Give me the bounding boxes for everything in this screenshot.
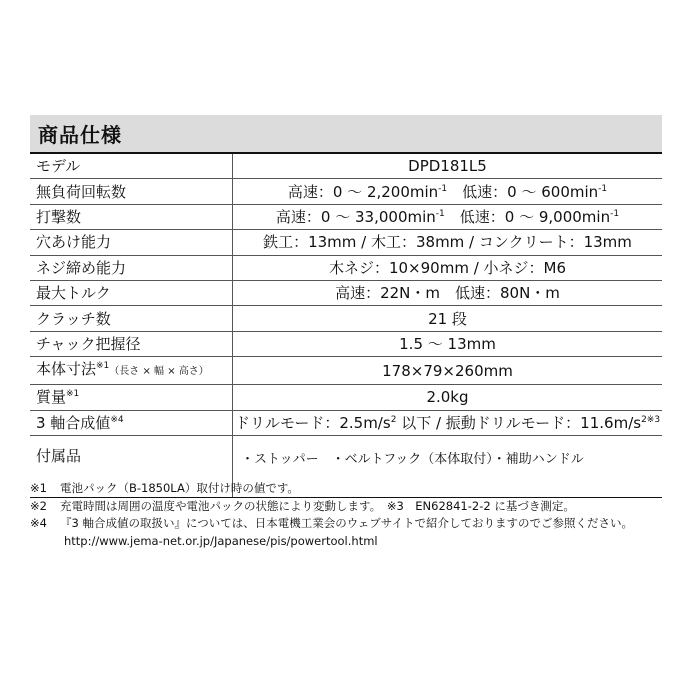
spec-label: モデル	[30, 154, 233, 179]
spec-title-bar	[30, 115, 662, 154]
spec-row-clutch	[30, 306, 662, 331]
footnote: ※4 『3 軸合成値の取扱い』については、日本電機工業会のウェブサイトで紹介しておりますのでご参照ください。	[30, 516, 633, 530]
spec-value: 高速：0 ～ $33,000\min^{-1}$ 低速：0 ～ $9,000\min^{-1}$	[233, 204, 663, 229]
spec-label: 穴あけ能力	[30, 230, 233, 255]
spec-row-dimensions	[30, 357, 662, 385]
spec-value: 高速：22N・m 低速：80N・m	[233, 280, 663, 305]
spec-value: 21 段	[233, 306, 663, 331]
spec-label: 無負荷回転数	[30, 179, 233, 204]
spec-row-drilling-capacity	[30, 230, 662, 255]
spec-label: ネジ締め能力	[30, 255, 233, 280]
footnotes	[30, 480, 670, 550]
spec-row-max-torque	[30, 280, 662, 305]
spec-value: ドリルモード：$2.5m/s^2$ 以下 / 振動ドリルモード：$11.6m/s^{2※3}$	[233, 410, 663, 435]
footnote: ※2 充電時間は周囲の温度や電池パックの状態により変動します。 ※3 EN62841-2-2 に基づき測定。	[30, 498, 575, 513]
spec-value: 2.0kg	[233, 385, 663, 410]
spec-table	[30, 154, 662, 498]
spec-row-screw-capacity	[30, 255, 662, 280]
spec-label: 質量$^{※1}$	[30, 385, 233, 410]
spec-value: 木ネジ：10×90mm / 小ネジ：M6	[233, 255, 663, 280]
spec-value: DPD181L5	[233, 154, 663, 179]
footnote: ※1 電池パック（B-1850LA）取付け時の値です。	[30, 481, 299, 495]
spec-label: 付属品	[30, 435, 233, 497]
reference-url: http://www.jema-net.or.jp/Japanese/pis/powertool.html	[64, 533, 378, 548]
spec-row-no-load-speed	[30, 179, 662, 204]
spec-label: 打撃数	[30, 204, 233, 229]
spec-row-vibration	[30, 410, 662, 435]
spec-row-impact-rate	[30, 204, 662, 229]
spec-value: 178×79×260mm	[233, 357, 663, 385]
spec-label: 本体寸法$^{※1}$（長さ × 幅 × 高さ）	[30, 357, 233, 385]
spec-row-chuck	[30, 331, 662, 356]
spec-row-weight	[30, 385, 662, 410]
page-title: 商品仕様	[38, 123, 122, 147]
spec-value: ・ストッパー ・ベルトフック（本体取付）・補助ハンドル	[233, 435, 663, 497]
spec-label: 3 軸合成値$^{※4}$	[30, 410, 233, 435]
spec-row-model	[30, 154, 662, 179]
spec-value: 高速：0 ～ $2,200\min^{-1}$ 低速：0 ～ $600\min^{-1}$	[233, 179, 663, 204]
spec-label: 最大トルク	[30, 280, 233, 305]
spec-label: チャック把握径	[30, 331, 233, 356]
spec-value: 1.5 ～ 13mm	[233, 331, 663, 356]
spec-label: クラッチ数	[30, 306, 233, 331]
spec-value: 鉄工：13mm / 木工：38mm / コンクリート：13mm	[233, 230, 663, 255]
